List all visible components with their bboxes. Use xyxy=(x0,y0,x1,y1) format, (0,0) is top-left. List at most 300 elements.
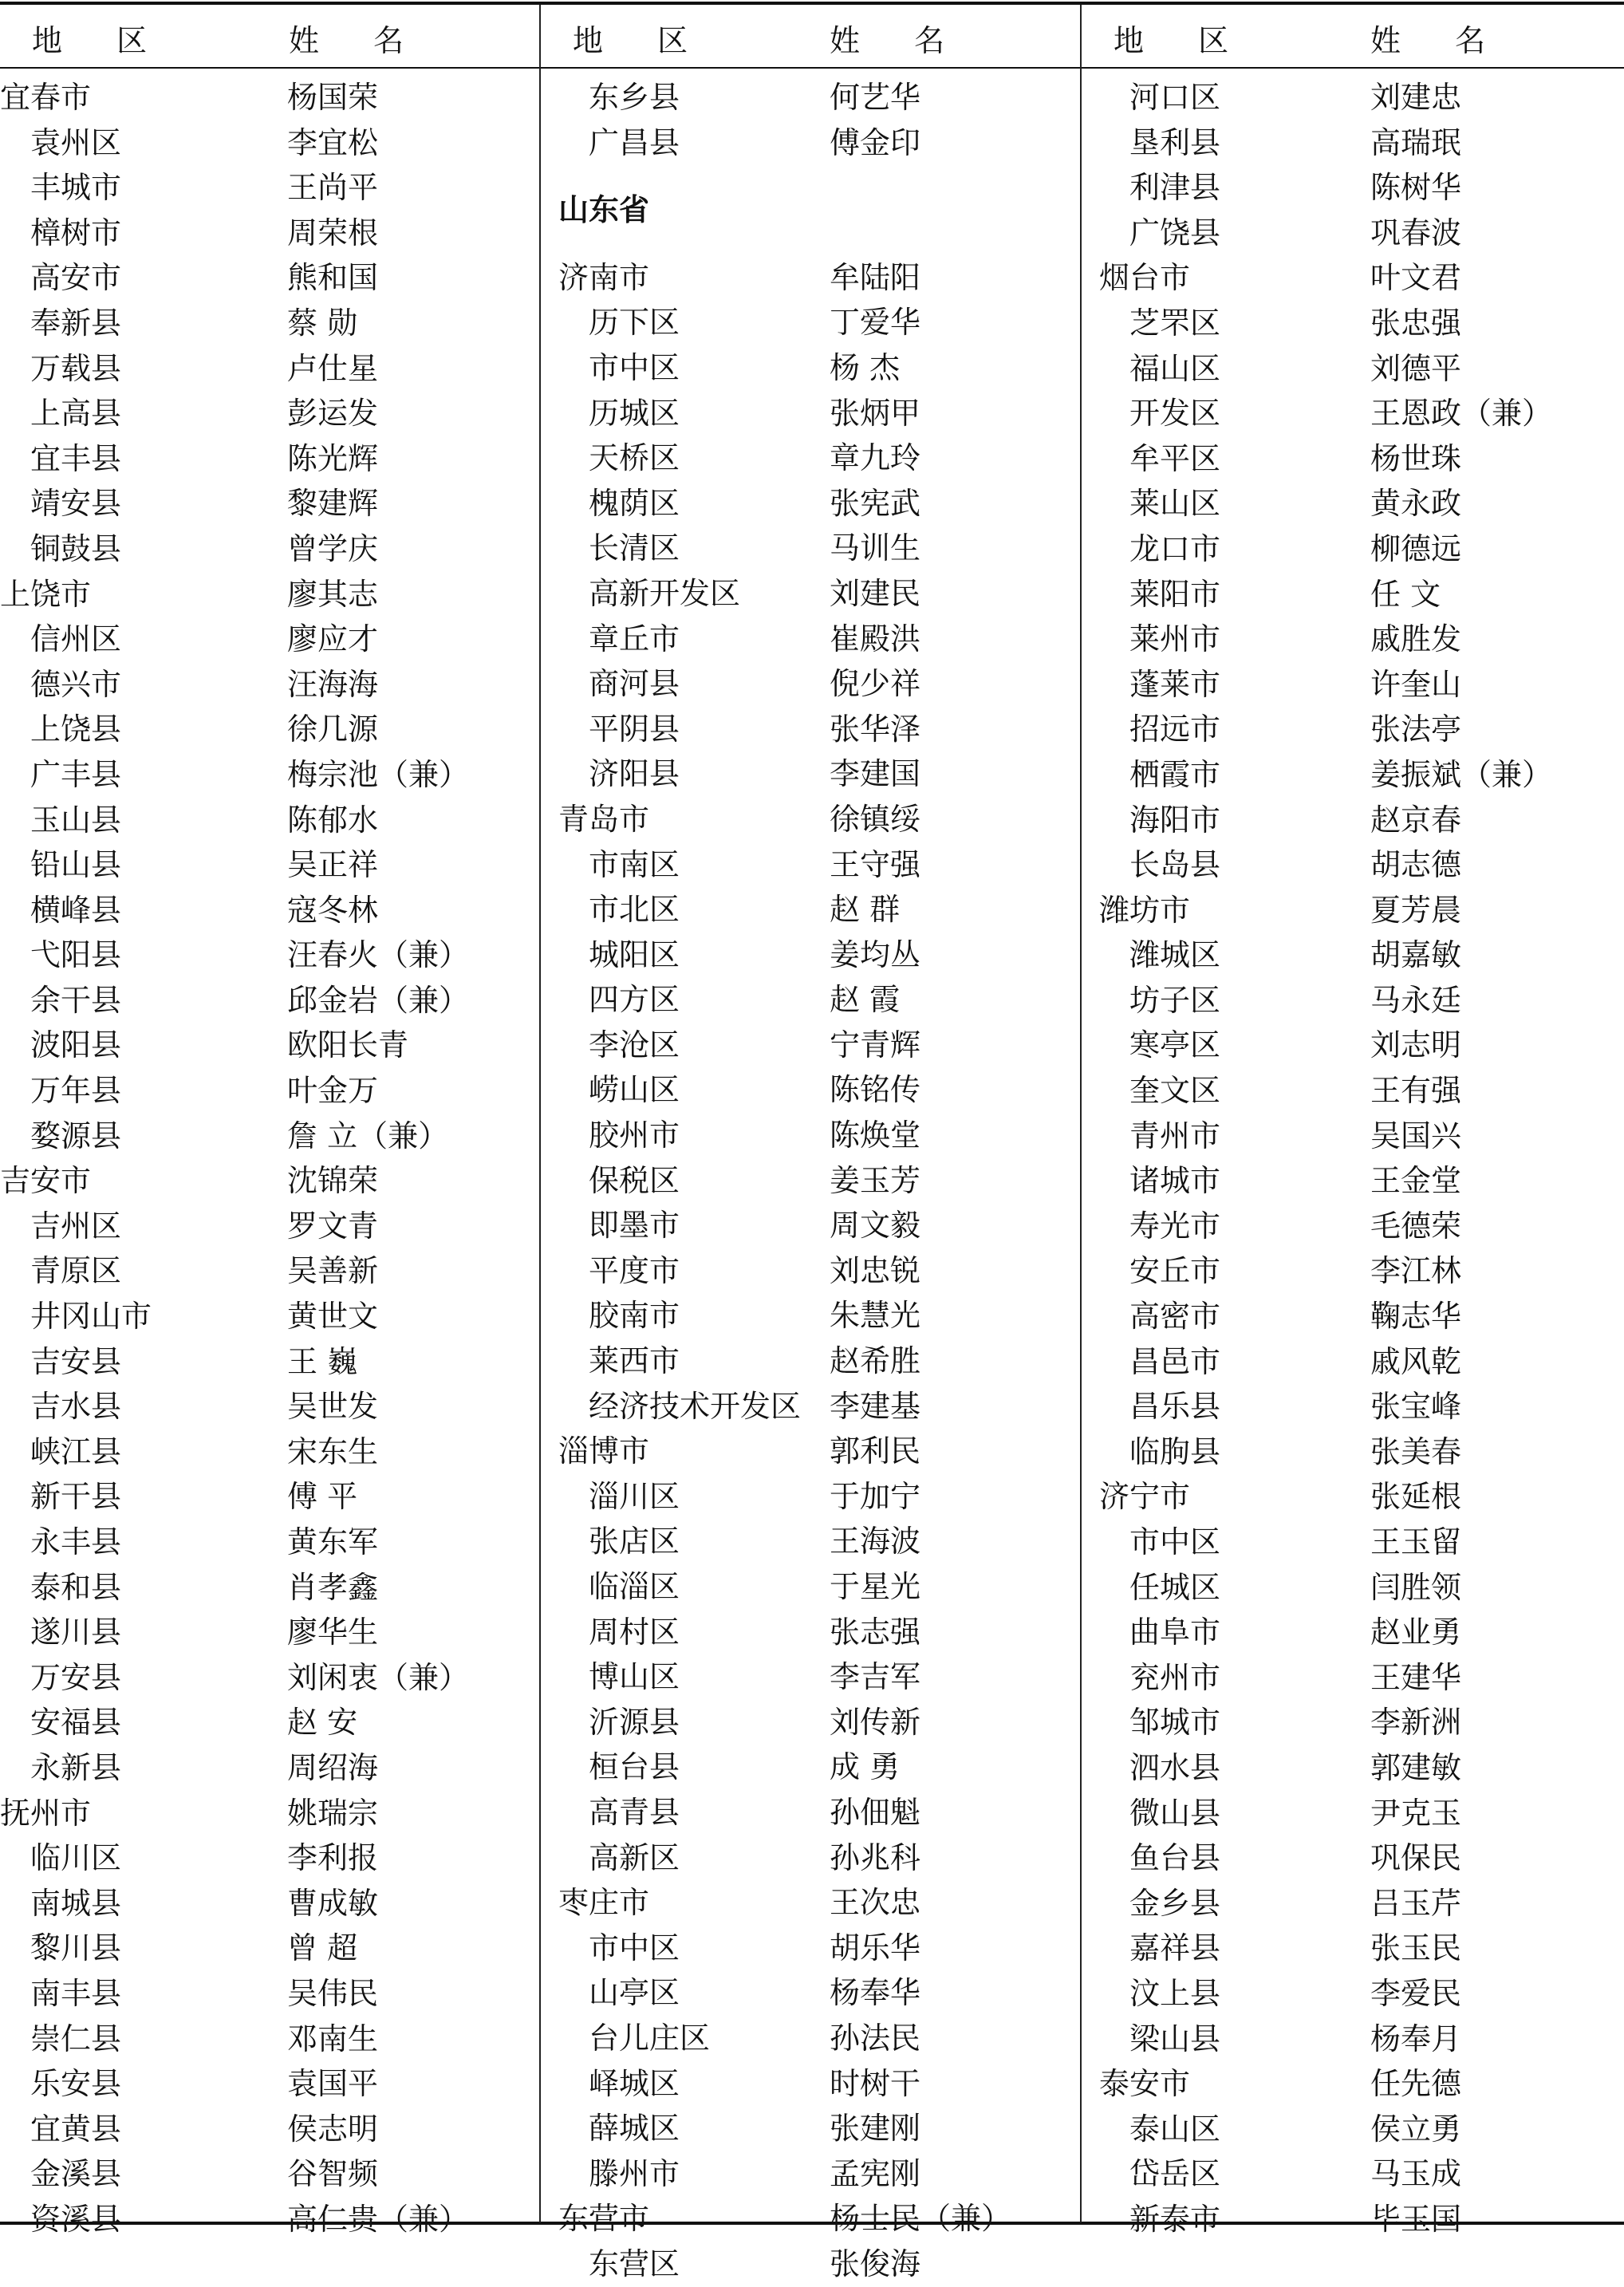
region-cell: 临朐县 xyxy=(1129,1433,1221,1469)
name-cell: 夏芳晨 xyxy=(1370,892,1462,928)
table-row xyxy=(0,1565,539,1611)
table-row xyxy=(0,120,539,166)
region-cell: 上饶市 xyxy=(0,576,92,612)
region-cell: 抚州市 xyxy=(0,1795,92,1831)
name-cell: 杨士民（兼） xyxy=(830,2201,1012,2237)
region-cell: 南城县 xyxy=(30,1885,122,1921)
table-row xyxy=(558,120,1080,166)
region-cell: 山亭区 xyxy=(589,1975,680,2011)
name-cell: 周荣根 xyxy=(287,215,379,250)
name-cell: 吕玉芹 xyxy=(1370,1885,1462,1921)
table-row xyxy=(1099,301,1624,346)
table-row xyxy=(558,1248,1080,1294)
table-row xyxy=(1099,75,1624,120)
region-cell: 任城区 xyxy=(1129,1569,1221,1605)
name-cell: 巩春波 xyxy=(1370,215,1462,250)
table-row xyxy=(558,707,1080,752)
table-row xyxy=(1099,752,1624,798)
table-row xyxy=(558,1474,1080,1520)
name-cell: 姚瑞宗 xyxy=(287,1795,379,1831)
region-cell: 岱岳区 xyxy=(1129,2156,1221,2192)
table-row xyxy=(558,2196,1080,2242)
table-row xyxy=(558,1610,1080,1655)
region-cell: 海阳市 xyxy=(1129,802,1221,838)
region-cell: 诸城市 xyxy=(1129,1163,1221,1199)
region-cell: 莱阳市 xyxy=(1129,576,1221,612)
table-row xyxy=(1099,1204,1624,1249)
table-row xyxy=(1099,1520,1624,1565)
table-row xyxy=(0,75,539,120)
table-row xyxy=(558,1970,1080,2016)
column-2 xyxy=(558,5,1080,2281)
region-cell: 临淄区 xyxy=(589,1569,680,1604)
region-cell: 章丘市 xyxy=(589,621,680,657)
table-row xyxy=(1099,978,1624,1023)
name-cell: 赵 群 xyxy=(830,892,901,928)
name-cell: 牟陆阳 xyxy=(830,259,921,295)
table-row xyxy=(558,2106,1080,2151)
table-row xyxy=(558,1023,1080,1068)
region-cell: 余干县 xyxy=(30,982,122,1018)
name-cell: 王有强 xyxy=(1370,1073,1462,1109)
table-row xyxy=(558,391,1080,436)
name-cell: 李建基 xyxy=(830,1388,921,1424)
region-cell: 莱山区 xyxy=(1129,486,1221,522)
name-cell: 毛德荣 xyxy=(1370,1208,1462,1244)
name-cell: 王守强 xyxy=(830,846,921,882)
region-cell: 宜黄县 xyxy=(30,2111,122,2147)
region-cell: 崇仁县 xyxy=(30,2021,122,2056)
name-cell: 王恩政（兼） xyxy=(1370,396,1553,432)
name-cell: 傅 平 xyxy=(287,1479,358,1515)
region-cell: 平度市 xyxy=(589,1252,680,1288)
name-cell: 孙兆科 xyxy=(830,1839,921,1875)
name-cell: 邓南生 xyxy=(287,2021,379,2056)
table-row xyxy=(0,798,539,843)
name-cell: 沈锦荣 xyxy=(287,1163,379,1199)
name-cell: 谷智频 xyxy=(287,2156,379,2192)
region-cell: 广昌县 xyxy=(589,124,680,160)
name-cell: 高仁贵（兼） xyxy=(287,2201,470,2237)
region-cell: 吉安县 xyxy=(30,1343,122,1379)
region-cell: 即墨市 xyxy=(589,1208,680,1244)
table-row xyxy=(0,391,539,436)
name-cell: 赵京春 xyxy=(1370,802,1462,838)
name-cell: 刘传新 xyxy=(830,1704,921,1740)
table-row xyxy=(0,301,539,346)
region-header: 地 区 xyxy=(573,23,711,58)
name-cell: 鞠志华 xyxy=(1370,1299,1462,1335)
table-row xyxy=(558,1113,1080,1158)
region-cell: 泰山区 xyxy=(1129,2111,1221,2147)
region-cell: 莱西市 xyxy=(589,1343,680,1379)
column-divider xyxy=(539,5,541,2222)
row-spacer xyxy=(558,233,1080,255)
region-cell: 博山区 xyxy=(589,1659,680,1695)
name-cell: 廖其志 xyxy=(287,576,379,612)
table-row xyxy=(558,345,1080,391)
name-cell: 刘志明 xyxy=(1370,1027,1462,1063)
name-cell: 戚胜发 xyxy=(1370,621,1462,657)
region-cell: 上高县 xyxy=(30,396,122,432)
table-row xyxy=(0,1158,539,1204)
region-cell: 保税区 xyxy=(589,1162,680,1198)
table-row xyxy=(558,1654,1080,1700)
table-row xyxy=(0,1204,539,1249)
region-cell: 梁山县 xyxy=(1129,2021,1221,2056)
table-row xyxy=(0,2017,539,2062)
table-row xyxy=(0,1836,539,1881)
table-row xyxy=(1099,707,1624,752)
region-cell: 市中区 xyxy=(589,1930,680,1966)
region-cell: 广饶县 xyxy=(1129,215,1221,250)
region-cell: 牟平区 xyxy=(1129,440,1221,476)
name-cell: 张华泽 xyxy=(830,711,921,747)
table-row xyxy=(0,1474,539,1520)
region-cell: 万安县 xyxy=(30,1659,122,1695)
region-cell: 芝罘区 xyxy=(1129,305,1221,341)
name-cell: 汪海海 xyxy=(287,666,379,702)
region-cell: 宜春市 xyxy=(0,80,92,115)
name-cell: 尹克玉 xyxy=(1370,1795,1462,1831)
name-cell: 崔殿洪 xyxy=(830,621,921,657)
region-cell: 垦利县 xyxy=(1129,124,1221,160)
table-row xyxy=(0,1339,539,1385)
name-cell: 李吉军 xyxy=(830,1659,921,1695)
name-cell: 曾 超 xyxy=(287,1930,358,1966)
name-cell: 李江林 xyxy=(1370,1253,1462,1289)
region-cell: 河口区 xyxy=(1129,80,1221,115)
name-cell: 陈焕堂 xyxy=(830,1118,921,1153)
table-row xyxy=(558,661,1080,707)
table-row xyxy=(1099,933,1624,978)
name-cell: 于星光 xyxy=(830,1569,921,1604)
region-cell: 栖霞市 xyxy=(1129,756,1221,792)
name-cell: 丁爱华 xyxy=(830,305,921,341)
table-row xyxy=(1099,798,1624,843)
name-cell: 廖华生 xyxy=(287,1615,379,1650)
region-cell: 历城区 xyxy=(589,395,680,431)
region-cell: 泰和县 xyxy=(30,1569,122,1605)
name-cell: 李爱民 xyxy=(1370,1975,1462,2011)
name-header: 姓 名 xyxy=(1370,23,1508,58)
column-1 xyxy=(0,5,539,2237)
region-cell: 商河县 xyxy=(589,666,680,702)
name-cell: 李利报 xyxy=(287,1840,379,1876)
region-cell: 青岛市 xyxy=(558,801,650,837)
region-cell: 市中区 xyxy=(589,349,680,385)
region-cell: 泗水县 xyxy=(1129,1749,1221,1785)
region-cell: 青原区 xyxy=(30,1253,122,1289)
name-cell: 叶金万 xyxy=(287,1073,379,1109)
region-cell: 滕州市 xyxy=(589,2155,680,2191)
name-cell: 王 巍 xyxy=(287,1343,358,1379)
table-row xyxy=(0,933,539,978)
name-cell: 侯立勇 xyxy=(1370,2111,1462,2147)
table-row xyxy=(1099,617,1624,662)
row-list xyxy=(558,75,1080,2287)
name-cell: 王建华 xyxy=(1370,1659,1462,1695)
table-row xyxy=(1099,1294,1624,1339)
name-cell: 宁青辉 xyxy=(830,1027,921,1063)
name-cell: 黎建辉 xyxy=(287,486,379,522)
table-row xyxy=(1099,1791,1624,1836)
table-row xyxy=(1099,1745,1624,1791)
name-cell: 毕玉国 xyxy=(1370,2201,1462,2237)
name-cell: 周文毅 xyxy=(830,1208,921,1244)
table-row xyxy=(0,1700,539,1745)
name-cell: 刘忠锐 xyxy=(830,1252,921,1288)
table-row xyxy=(558,887,1080,933)
name-cell: 寇冬林 xyxy=(287,892,379,928)
region-cell: 寿光市 xyxy=(1129,1208,1221,1244)
table-row xyxy=(1099,346,1624,392)
column-header xyxy=(1099,5,1624,67)
table-row xyxy=(1099,1926,1624,1971)
table-row xyxy=(0,2197,539,2242)
table-row xyxy=(0,1294,539,1339)
region-cell: 长岛县 xyxy=(1129,847,1221,883)
region-cell: 吉水县 xyxy=(30,1389,122,1425)
table-row xyxy=(0,346,539,392)
region-cell: 黎川县 xyxy=(30,1930,122,1966)
table-row xyxy=(0,1248,539,1294)
region-cell: 金溪县 xyxy=(30,2156,122,2192)
region-cell: 胶南市 xyxy=(589,1298,680,1334)
table-row xyxy=(1099,1429,1624,1475)
name-cell: 何艺华 xyxy=(830,80,921,115)
region-cell: 昌邑市 xyxy=(1129,1343,1221,1379)
name-cell: 胡志德 xyxy=(1370,847,1462,883)
table-row xyxy=(558,1836,1080,1881)
region-cell: 丰城市 xyxy=(30,170,122,206)
table-row xyxy=(558,2151,1080,2197)
name-cell: 戚风乾 xyxy=(1370,1343,1462,1379)
table-row xyxy=(558,481,1080,526)
name-cell: 汪春火（兼） xyxy=(287,937,470,973)
name-cell: 叶文君 xyxy=(1370,260,1462,296)
name-cell: 许奎山 xyxy=(1370,666,1462,702)
region-cell: 高安市 xyxy=(30,260,122,296)
name-cell: 胡乐华 xyxy=(830,1930,921,1966)
region-cell: 弋阳县 xyxy=(30,937,122,973)
table-row xyxy=(0,1610,539,1655)
table-row xyxy=(0,707,539,752)
region-cell: 济南市 xyxy=(558,259,650,295)
region-cell: 新泰市 xyxy=(1129,2201,1221,2237)
name-cell: 宋东生 xyxy=(287,1433,379,1469)
name-cell: 姜均丛 xyxy=(830,936,921,972)
region-cell: 胶州市 xyxy=(589,1118,680,1153)
table-row xyxy=(1099,572,1624,617)
region-cell: 嘉祥县 xyxy=(1129,1930,1221,1966)
table-row xyxy=(1099,1158,1624,1204)
name-cell: 成 勇 xyxy=(830,1749,901,1785)
name-cell: 李宜松 xyxy=(287,124,379,160)
table-row xyxy=(0,752,539,798)
region-cell: 台儿庄区 xyxy=(589,2020,711,2056)
name-cell: 赵希胜 xyxy=(830,1343,921,1379)
column-divider xyxy=(1080,5,1082,2222)
table-row xyxy=(1099,1248,1624,1294)
name-cell: 巩保民 xyxy=(1370,1840,1462,1876)
region-cell: 波阳县 xyxy=(30,1027,122,1063)
region-cell: 铅山县 xyxy=(30,847,122,883)
region-cell: 蓬莱市 xyxy=(1129,666,1221,702)
region-cell: 临川区 xyxy=(30,1840,122,1876)
name-cell: 孙佃魁 xyxy=(830,1794,921,1830)
table-row xyxy=(1099,842,1624,888)
region-cell: 安丘市 xyxy=(1129,1253,1221,1289)
table-row xyxy=(0,1384,539,1429)
region-cell: 汶上县 xyxy=(1129,1975,1221,2011)
region-cell: 东营区 xyxy=(589,2246,680,2281)
table-row xyxy=(0,1926,539,1971)
name-cell: 杨世珠 xyxy=(1370,440,1462,476)
name-cell: 郭利民 xyxy=(830,1433,921,1469)
table-row xyxy=(558,1203,1080,1248)
table-row xyxy=(1099,1339,1624,1385)
region-header: 地 区 xyxy=(32,23,170,58)
table-row xyxy=(558,1745,1080,1790)
table-row xyxy=(558,2016,1080,2061)
region-cell: 东乡县 xyxy=(589,80,680,115)
table-row xyxy=(558,255,1080,301)
name-cell: 黄东军 xyxy=(287,1524,379,1559)
name-cell: 章九玲 xyxy=(830,440,921,476)
table-row xyxy=(0,888,539,933)
table-row xyxy=(1099,2061,1624,2107)
table-row xyxy=(0,1655,539,1701)
region-cell: 福山区 xyxy=(1129,350,1221,386)
table-row xyxy=(558,617,1080,662)
table-row xyxy=(0,2061,539,2107)
table-row xyxy=(1099,391,1624,436)
region-cell: 南丰县 xyxy=(30,1975,122,2011)
table-row xyxy=(558,1519,1080,1564)
region-cell: 上饶县 xyxy=(30,712,122,747)
table-row xyxy=(1099,1610,1624,1655)
name-cell: 欧阳长青 xyxy=(287,1027,409,1063)
region-cell: 长清区 xyxy=(589,530,680,566)
name-cell: 胡嘉敏 xyxy=(1370,937,1462,973)
table-row xyxy=(1099,2017,1624,2062)
table-row xyxy=(0,1429,539,1475)
table-row xyxy=(1099,211,1624,256)
name-cell: 詹 立（兼） xyxy=(287,1118,449,1153)
name-cell: 袁国平 xyxy=(287,2066,379,2102)
name-cell: 卢仕星 xyxy=(287,350,379,386)
name-cell: 马玉成 xyxy=(1370,2156,1462,2192)
name-cell: 侯志明 xyxy=(287,2111,379,2147)
name-cell: 杨 杰 xyxy=(830,349,901,385)
region-cell: 崂山区 xyxy=(589,1072,680,1108)
table-row xyxy=(1099,481,1624,526)
table-row xyxy=(1099,436,1624,482)
region-cell: 吉州区 xyxy=(30,1208,122,1244)
table-row xyxy=(0,436,539,482)
name-cell: 张炳甲 xyxy=(830,395,921,431)
name-cell: 杨奉华 xyxy=(830,1975,921,2011)
table-row xyxy=(0,1520,539,1565)
name-cell: 梅宗池（兼） xyxy=(287,756,470,792)
table-row xyxy=(558,797,1080,842)
table-row xyxy=(1099,1068,1624,1114)
name-header: 姓 名 xyxy=(289,23,427,58)
name-cell: 王尚平 xyxy=(287,170,379,206)
table-row xyxy=(1099,1971,1624,2017)
region-cell: 微山县 xyxy=(1129,1795,1221,1831)
table-row xyxy=(558,1700,1080,1745)
table-row xyxy=(0,2151,539,2197)
name-cell: 张宝峰 xyxy=(1370,1389,1462,1425)
table-row xyxy=(0,1068,539,1114)
table-row xyxy=(0,1114,539,1159)
name-cell: 黄世文 xyxy=(287,1299,379,1335)
region-cell: 靖安县 xyxy=(30,486,122,522)
table-row xyxy=(1099,2197,1624,2242)
name-cell: 张玉民 xyxy=(1370,1930,1462,1966)
name-cell: 陈铭传 xyxy=(830,1072,921,1108)
name-cell: 蔡 勋 xyxy=(287,305,358,341)
region-cell: 奎文区 xyxy=(1129,1073,1221,1109)
table-row xyxy=(1099,526,1624,572)
name-cell: 闫胜领 xyxy=(1370,1569,1462,1605)
region-cell: 周村区 xyxy=(589,1614,680,1650)
table-row xyxy=(0,2107,539,2152)
name-cell: 高瑞珉 xyxy=(1370,124,1462,160)
name-cell: 黄永政 xyxy=(1370,486,1462,522)
region-cell: 宜丰县 xyxy=(30,440,122,476)
name-cell: 陈光辉 xyxy=(287,440,379,476)
table-row xyxy=(0,572,539,617)
name-cell: 姜振斌（兼） xyxy=(1370,756,1553,792)
name-cell: 倪少祥 xyxy=(830,666,921,702)
region-cell: 招远市 xyxy=(1129,712,1221,747)
name-cell: 王次忠 xyxy=(830,1885,921,1921)
region-cell: 永新县 xyxy=(30,1749,122,1785)
name-cell: 徐几源 xyxy=(287,712,379,747)
table-row xyxy=(0,1881,539,1926)
name-cell: 柳德远 xyxy=(1370,530,1462,566)
region-cell: 高新区 xyxy=(589,1839,680,1875)
name-cell: 张志强 xyxy=(830,1614,921,1650)
name-cell: 吴正祥 xyxy=(287,847,379,883)
name-cell: 廖应才 xyxy=(287,621,379,657)
name-cell: 曾学庆 xyxy=(287,530,379,566)
table-row xyxy=(558,1158,1080,1204)
region-cell: 龙口市 xyxy=(1129,530,1221,566)
region-cell: 峡江县 xyxy=(30,1433,122,1469)
table-row xyxy=(1099,1655,1624,1701)
region-cell: 曲阜市 xyxy=(1129,1615,1221,1650)
name-cell: 肖孝鑫 xyxy=(287,1569,379,1605)
name-cell: 张俊海 xyxy=(830,2246,921,2281)
name-cell: 杨奉月 xyxy=(1370,2021,1462,2056)
table-row xyxy=(0,165,539,211)
name-cell: 孟宪刚 xyxy=(830,2155,921,2191)
region-cell: 资溪县 xyxy=(30,2201,122,2237)
region-cell: 槐荫区 xyxy=(589,485,680,521)
region-cell: 市中区 xyxy=(1129,1524,1221,1559)
name-cell: 赵 霞 xyxy=(830,982,901,1018)
region-cell: 经济技术开发区 xyxy=(589,1388,802,1424)
name-cell: 王金堂 xyxy=(1370,1163,1462,1199)
table-row xyxy=(558,571,1080,617)
region-cell: 新干县 xyxy=(30,1479,122,1515)
table-row xyxy=(558,526,1080,571)
region-cell: 乐安县 xyxy=(30,2066,122,2102)
